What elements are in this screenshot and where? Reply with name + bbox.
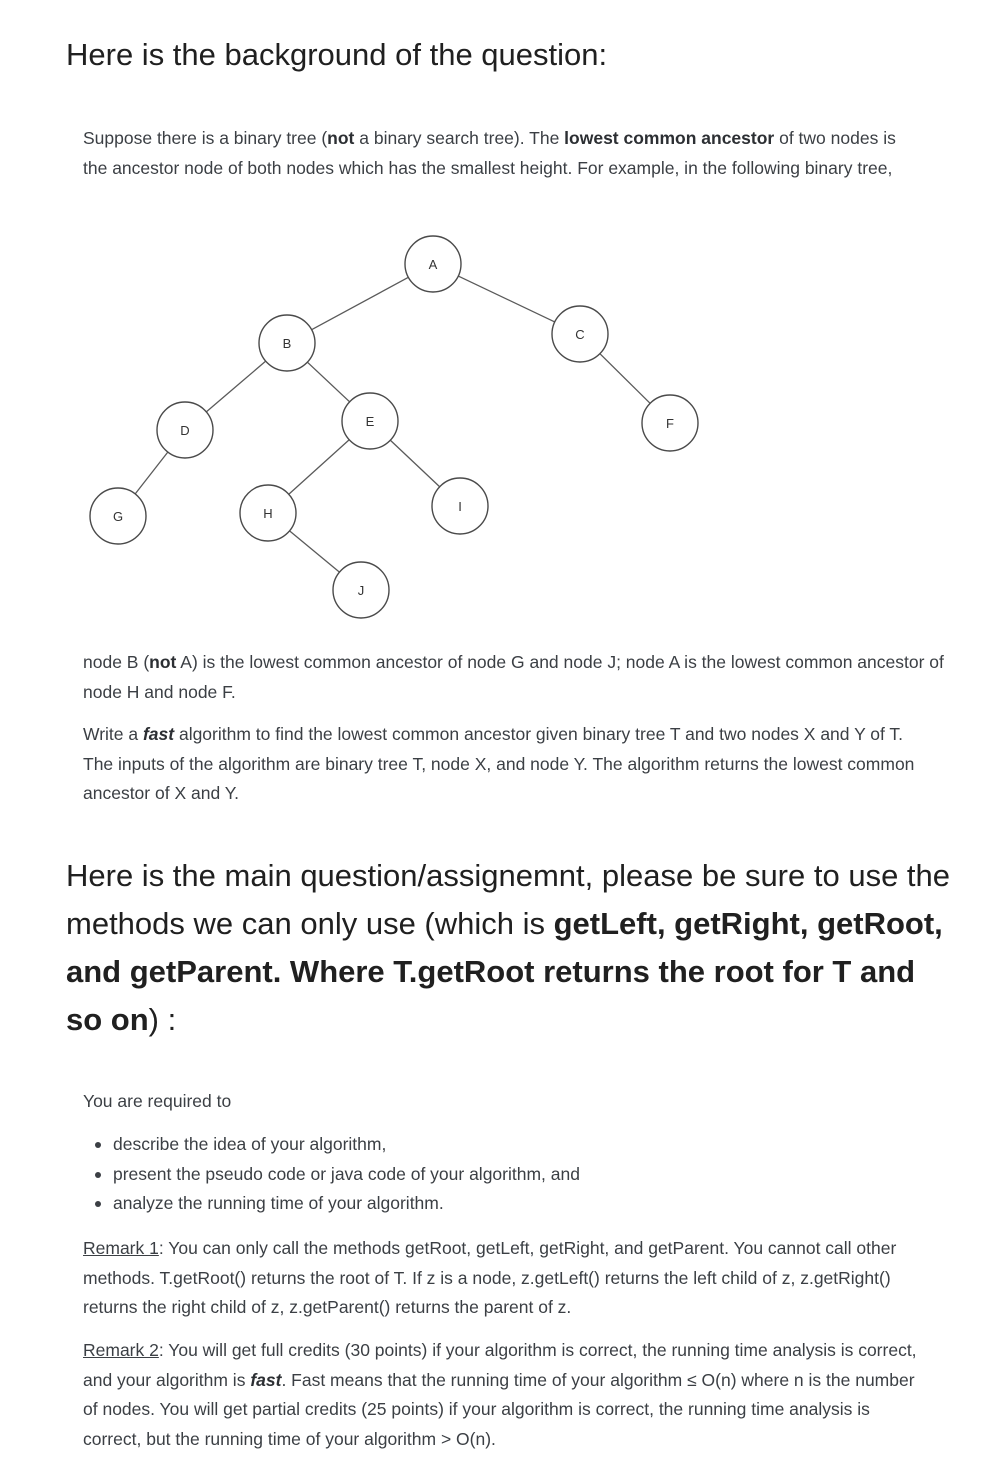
background-paragraph — [83, 124, 903, 183]
bold-text: not — [149, 652, 177, 672]
text: : You will get full credits (30 points) if your algorithm is correct, the running time analysis is correct, and your algorithm is — [83, 1340, 917, 1390]
requirements-intro: You are required to — [83, 1091, 232, 1111]
node-e — [342, 393, 398, 449]
list-item: present the pseudo code or java code of your algorithm, and — [83, 1160, 580, 1190]
edge-h-j — [290, 531, 340, 572]
node-label: C — [575, 327, 585, 342]
list-item: analyze the running time of your algorithm. — [83, 1189, 580, 1219]
node-label: E — [365, 414, 375, 429]
bold-italic-text: fast — [250, 1369, 282, 1390]
node-label: A — [428, 257, 438, 272]
text: algorithm to find the lowest common ancestor given binary tree T and two nodes X and Y of T. The inputs of the algorithm are binary tree T, node X, and node Y. The algorithm returns the lowest common ancestor of X and Y. — [83, 724, 915, 803]
bold-text: getLeft, getRight, getRoot, and getParent. Where T.getRoot returns the root for T and so on — [66, 906, 943, 1037]
text: A) is the lowest common ancestor of node G and node J; node A is the lowest common ancestor of node H and node F. — [83, 652, 944, 702]
edge-a-c — [458, 276, 554, 322]
text: Write a — [83, 724, 143, 744]
text: Here is the main question/assignemnt, please be sure to use the methods we can only use (which is — [66, 858, 951, 941]
edge-a-b — [312, 277, 409, 329]
edge-d-g — [135, 452, 168, 494]
node-g — [90, 488, 146, 544]
tree-nodes — [90, 236, 698, 618]
remark-1 — [83, 1234, 933, 1323]
text: O(n) where n is the number of nodes. You will get partial credits (25 points) if your algorithm is correct, the running time analysis is correct, but the running time of your algorithm > O(n). — [83, 1369, 915, 1449]
text: node B ( — [83, 652, 150, 672]
edge-e-i — [390, 440, 439, 487]
edge-e-h — [289, 440, 349, 494]
node-i — [432, 478, 488, 534]
heading-main-question — [66, 852, 956, 1044]
node-c — [552, 306, 608, 362]
bold-italic-text: fast — [142, 724, 175, 744]
text: of two nodes is the ancestor node of both nodes which has the smallest height. For example, in the following binary tree, — [83, 128, 896, 178]
binary-tree-diagram — [0, 230, 992, 620]
node-label: D — [180, 423, 190, 438]
list-item: describe the idea of your algorithm, — [83, 1130, 580, 1160]
text: Suppose there is a binary tree ( — [83, 128, 328, 148]
remark-label: Remark 1 — [83, 1238, 159, 1258]
node-b — [259, 315, 315, 371]
edge-b-d — [206, 361, 265, 412]
remark-2 — [83, 1336, 933, 1454]
text: ) : — [148, 1002, 177, 1037]
node-label: G — [112, 509, 124, 524]
node-label: I — [458, 499, 462, 514]
text: . Fast means that the running time of your algorithm — [281, 1369, 688, 1390]
task-paragraph — [83, 720, 933, 809]
edge-b-e — [307, 362, 349, 402]
text: : You can only call the methods getRoot, getLeft, getRight, and getParent. You cannot call other methods. T.getRoot() returns the root of T. If z is a node, z.getLeft() returns the left child of z, z.getRight() returns the right child of z, z.getParent() returns the parent of z. — [83, 1238, 897, 1317]
node-f — [642, 395, 698, 451]
node-label: H — [263, 506, 273, 521]
node-h — [240, 485, 296, 541]
node-label: F — [666, 416, 674, 431]
edge-c-f — [600, 354, 650, 404]
heading-background: Here is the background of the question: — [66, 37, 608, 72]
remark-label: Remark 2 — [83, 1340, 159, 1360]
example-paragraph — [83, 648, 953, 707]
node-j — [333, 562, 389, 618]
requirements-list — [83, 1130, 580, 1219]
node-d — [157, 402, 213, 458]
node-a — [405, 236, 461, 292]
bold-text: not — [327, 128, 355, 148]
less-equal-symbol: ≤ — [687, 1369, 697, 1390]
node-label: B — [282, 336, 292, 351]
text: a binary search tree). The — [354, 128, 565, 148]
bold-text: lowest common ancestor — [564, 128, 775, 148]
node-label: J — [357, 583, 365, 598]
